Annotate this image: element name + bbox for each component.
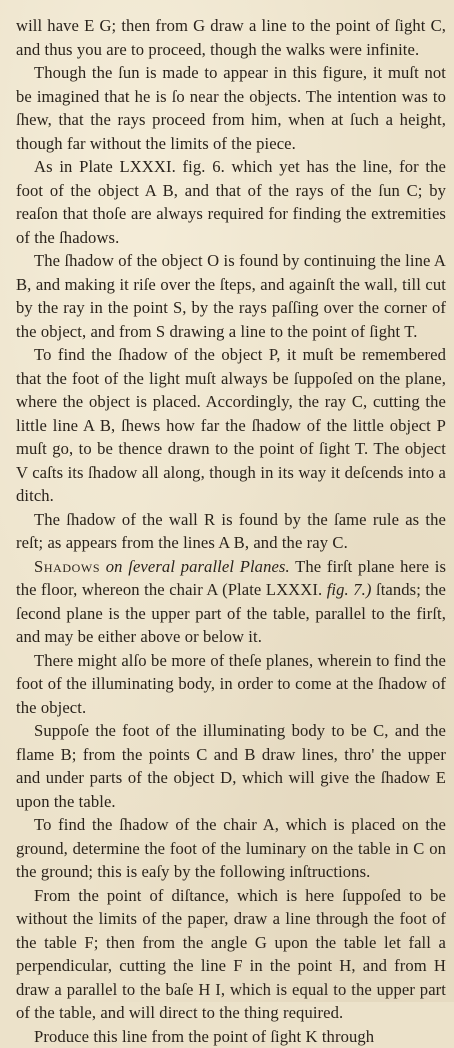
paragraph-12: Produce this line from the point of ſight K through bbox=[16, 1025, 446, 1048]
paragraph-7 bbox=[16, 555, 446, 649]
section-lead-italic: on ſeveral parallel Planes. bbox=[106, 557, 290, 576]
section-lead: Shadows bbox=[34, 557, 100, 576]
paragraph-4: The ſhadow of the object O is found by continuing the line A B, and making it riſe over the ſteps, and againſt the wall, till cut by the ray in the point S, by the rays paſſing over the corner of the object, and from S drawing a line to the point of ſight T. bbox=[16, 249, 446, 343]
paragraph-9: Suppoſe the foot of the illuminating body to be C, and the flame B; from the points C and B draw lines, thro' the upper and under parts of the object D, which will give the ſhadow E upon the table. bbox=[16, 719, 446, 813]
paragraph-10: To find the ſhadow of the chair A, which is placed on the ground, determine the foot of the luminary on the table in C on the ground; this is eaſy by the following inſtructions. bbox=[16, 813, 446, 884]
paragraph-5: To find the ſhadow of the object P, it muſt be remembered that the foot of the light muſt always be ſuppoſed on the plane, where the object is placed. Accordingly, the ray C, cutting the little line A B, ſhews how far the ſhadow of the little object P muſt go, to be thence drawn to the point of ſight T. The object V caſts its ſhadow all along, though in its way it deſcends into a ditch. bbox=[16, 343, 446, 508]
paragraph-2: Though the ſun is made to appear in this figure, it muſt not be imagined that he is ſo near the objects. The intention was to ſhew, that the rays proceed from him, when at ſuch a height, though far without the limits of the piece. bbox=[16, 61, 446, 155]
paragraph-11: From the point of diſtance, which is here ſuppoſed to be without the limits of the paper, draw a line through the foot of the table F; then from the angle G upon the table let fall a perpendicular, cutting the line F in the point H, and from H draw a parallel to the baſe H I, which is equal to the upper part of the table, and will direct to the thing required. bbox=[16, 884, 446, 1025]
paragraph-1: will have E G; then from G draw a line to the point of ſight C, and thus you are to proceed, though the walks were infinite. bbox=[16, 14, 446, 61]
paragraph-3: As in Plate LXXXI. fig. 6. which yet has the line, for the foot of the object A B, and that of the rays of the ſun C; by reaſon that thoſe are always required for finding the extremities of the ſhadows. bbox=[16, 155, 446, 249]
paragraph-7-mid: The firſt plane here is the floor, whereon the chair A (Plate LXXXI. bbox=[16, 557, 446, 600]
paragraph-7-text: ſtands; the ſecond plane is the upper part of the table, parallel to the firſt, and may be either above or below it. bbox=[16, 580, 446, 646]
figure-reference: fig. 7.) bbox=[327, 580, 372, 599]
paragraph-8: There might alſo be more of theſe planes, wherein to find the foot of the illuminating body, in order to come at the ſhadow of the object. bbox=[16, 649, 446, 720]
paragraph-6: The ſhadow of the wall R is found by the ſame rule as the reſt; as appears from the lines A B, and the ray C. bbox=[16, 508, 446, 555]
body-text bbox=[16, 14, 446, 1048]
